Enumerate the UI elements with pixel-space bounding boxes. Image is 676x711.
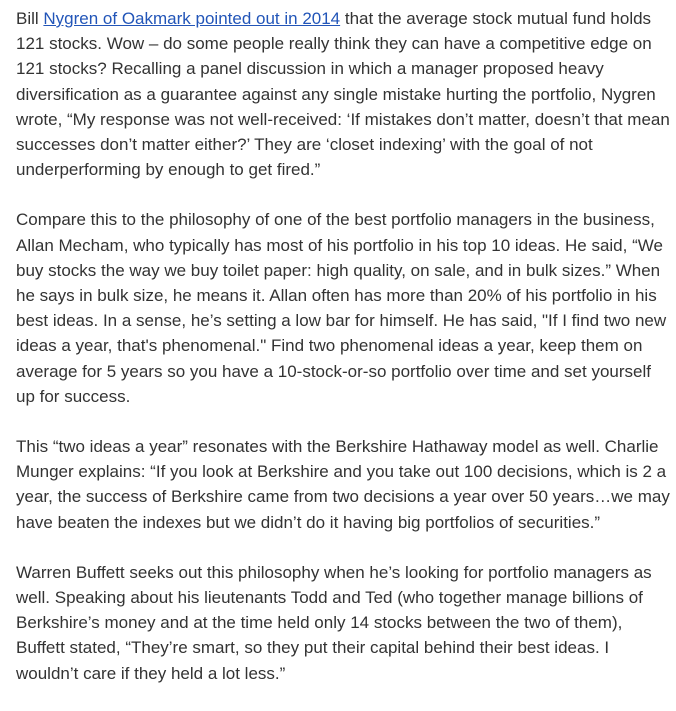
paragraph-text: that the average stock mutual fund holds 121 stocks. Wow – do some people really think they can have a competitive edge on 121 stocks? Recalling a panel discussion in which a manager proposed heavy diversification as a guarantee against any single mistake hurting the portfolio, Nygren wrote, “My response was not well-received: ‘If mistakes don’t matter, doesn’t that mean successes don’t matter either?’ They are ‘closet indexing’ with the goal of not underperforming by enough to get fired.” <box>16 9 670 180</box>
paragraph-mecham: Compare this to the philosophy of one of the best portfolio managers in the business, Allan Mecham, who typically has most of his portfolio in his top 10 ideas. He said, “We buy stocks the way we buy toilet paper: high quality, on sale, and in bulk sizes.” When he says in bulk size, he means it. Allan often has more than 20% of his portfolio in his best ideas. In a sense, he’s setting a low bar for himself. He has said, "If I find two new ideas a year, that's phenomenal." Find two phenomenal ideas a year, keep them on average for 5 years so you have a 10-stock-or-so portfolio over time and set yourself up for success. <box>16 210 667 406</box>
article-body <box>16 6 670 711</box>
paragraph-munger: This “two ideas a year” resonates with the Berkshire Hathaway model as well. Charlie Munger explains: “If you look at Berkshire and you take out 100 decisions, which is 2 a year, the success of Berkshire came from two decisions a year over 50 years…we may have beaten the indexes but we didn’t do it having big portfolios of securities.” <box>16 437 670 532</box>
paragraph-nygren <box>16 6 670 182</box>
paragraph-text: Bill <box>16 9 44 28</box>
paragraph-buffett: Warren Buffett seeks out this philosophy when he’s looking for portfolio managers as well. Speaking about his lieutenants Todd and Ted (who together manage billions of Berkshire’s money and at the time held only 14 stocks between the two of them), Buffett stated, “They’re smart, so they put their capital behind their best ideas. I wouldn’t care if they held a lot less.” <box>16 562 652 683</box>
nygren-oakmark-link[interactable]: Nygren of Oakmark pointed out in 2014 <box>43 9 341 28</box>
